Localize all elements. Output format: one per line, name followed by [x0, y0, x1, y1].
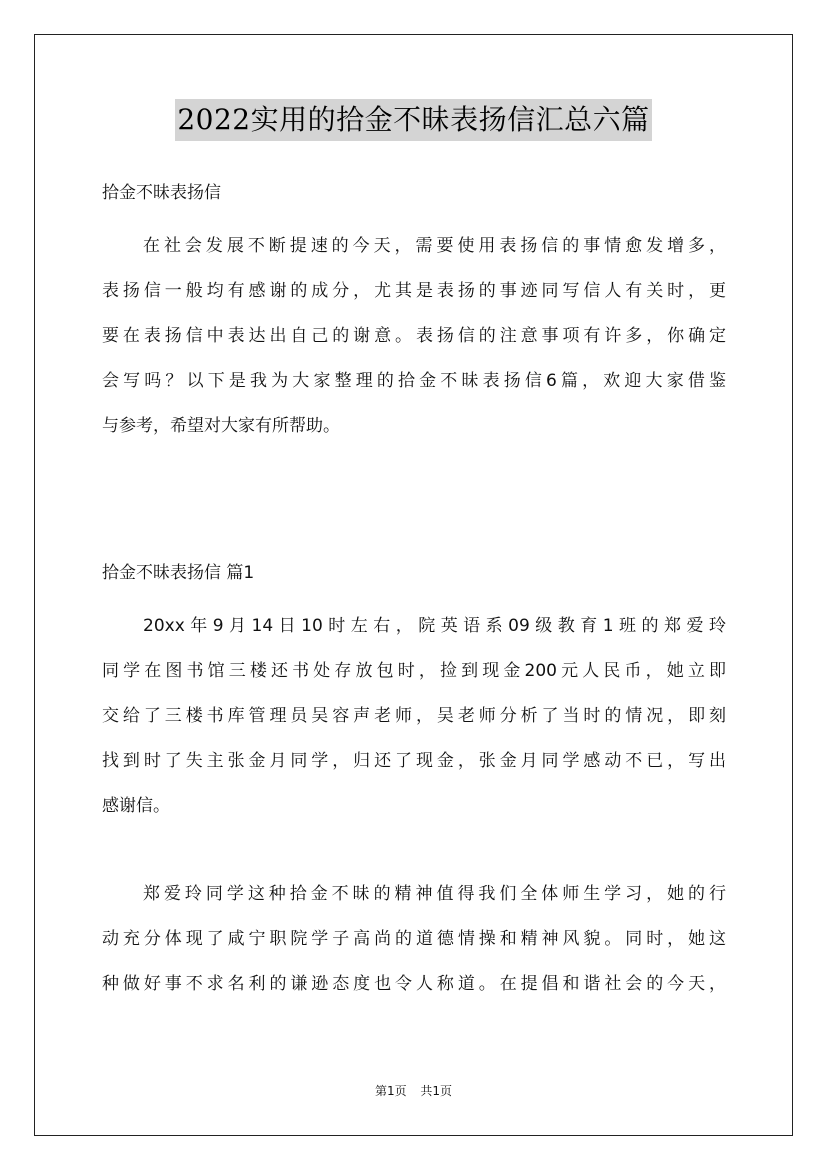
paragraph-line: 会写吗？以下是我为大家整理的拾金不昧表扬信6篇，欢迎大家借鉴	[102, 371, 726, 391]
paragraph-line: 表扬信一般均有感谢的成分，尤其是表扬的事迹同写信人有关时，更	[102, 281, 726, 301]
document-title: 2022实用的拾金不昧表扬信汇总六篇	[175, 99, 651, 141]
title-container	[0, 99, 827, 141]
paragraph-line: 交给了三楼书库管理员吴容声老师，吴老师分析了当时的情况，即刻	[102, 706, 726, 726]
page-total: 共1页	[420, 1084, 453, 1098]
paragraph-line: 感谢信。	[102, 796, 170, 816]
paragraph-line: 找到时了失主张金月同学，归还了现金，张金月同学感动不已，写出	[102, 751, 726, 771]
page-footer	[0, 1083, 827, 1099]
paragraph-line: 郑爱玲同学这种拾金不昧的精神值得我们全体师生学习，她的行	[143, 884, 726, 904]
paragraph-line: 种做好事不求名利的谦逊态度也令人称道。在提倡和谐社会的今天，	[102, 974, 726, 994]
page-number: 第1页	[374, 1084, 407, 1098]
paragraph-line: 在社会发展不断提速的今天，需要使用表扬信的事情愈发增多，	[143, 236, 726, 256]
section-heading-part1: 拾金不昧表扬信 篇1	[102, 563, 255, 583]
body-paragraph-2	[102, 872, 726, 1007]
paragraph-line: 同学在图书馆三楼还书处存放包时，捡到现金200元人民币，她立即	[102, 661, 726, 681]
paragraph-line: 要在表扬信中表达出自己的谢意。表扬信的注意事项有许多，你确定	[102, 326, 726, 346]
paragraph-line: 20xx年9月14日10时左右，院英语系09级教育1班的郑爱玲	[143, 616, 726, 636]
intro-paragraph	[102, 224, 726, 449]
paragraph-line: 动充分体现了咸宁职院学子高尚的道德情操和精神风貌。同时，她这	[102, 929, 726, 949]
body-paragraph-1	[102, 604, 726, 829]
paragraph-line: 与参考，希望对大家有所帮助。	[102, 416, 340, 436]
section-heading-intro: 拾金不昧表扬信	[102, 183, 221, 203]
